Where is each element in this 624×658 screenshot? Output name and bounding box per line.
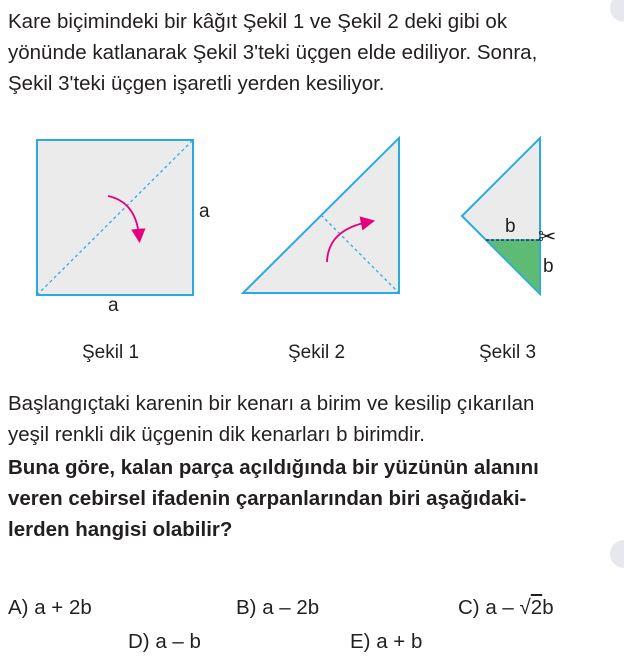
- figure-3-triangle: [462, 138, 540, 294]
- intro-line-1: Kare biçimindeki bir kâğıt Şekil 1 ve Şekil 2 deki gibi ok: [8, 10, 508, 33]
- choice-c[interactable]: [458, 596, 554, 620]
- scissors-icon: ✂: [538, 225, 557, 250]
- sqrt-sign: √: [519, 596, 531, 619]
- choice-a[interactable]: A) a + 2b: [8, 596, 92, 619]
- fig3-label-top: b: [505, 216, 516, 237]
- choice-c-suffix: b: [542, 596, 554, 619]
- choice-e[interactable]: E) a + b: [350, 630, 423, 653]
- fig1-bottom-label: a: [108, 295, 119, 316]
- fig2-caption: Şekil 2: [288, 342, 346, 363]
- choice-c-prefix: C) a –: [458, 596, 520, 619]
- given-text: [8, 388, 620, 450]
- green-cut-triangle: [486, 240, 540, 294]
- question-text: [8, 452, 620, 545]
- choice-c-root: 2: [530, 596, 543, 619]
- intro-line-3: Şekil 3'teki üçgen işaretli yerden kesiliyor.: [8, 72, 385, 95]
- intro-line-2: yönünde katlanarak Şekil 3'teki üçgen elde ediliyor. Sonra,: [8, 41, 538, 64]
- given-line-1: Başlangıçtaki karenin bir kenarı a birim ve kesilip çıkarılan: [8, 392, 535, 415]
- figure-1-square: [37, 140, 193, 295]
- fig1-side-label: a: [199, 201, 210, 222]
- choice-b[interactable]: B) a – 2b: [236, 596, 320, 619]
- question-line-1: Buna göre, kalan parça açıldığında bir yüzünün alanını: [8, 456, 539, 479]
- fig1-caption: Şekil 1: [82, 342, 140, 363]
- figures: [0, 130, 624, 330]
- intro-text: [8, 6, 620, 99]
- given-line-2: yeşil renkli dik üçgenin dik kenarları b birimdir.: [8, 423, 426, 446]
- fig3-caption: Şekil 3: [479, 342, 537, 363]
- choice-d[interactable]: D) a – b: [128, 630, 201, 653]
- fig3-label-right: b: [543, 256, 554, 277]
- question-line-3: lerden hangisi olabilir?: [8, 518, 233, 541]
- figure-2-triangle: [243, 138, 399, 293]
- question-line-2: veren cebirsel ifadenin çarpanlarından biri aşağıdaki-: [8, 487, 527, 510]
